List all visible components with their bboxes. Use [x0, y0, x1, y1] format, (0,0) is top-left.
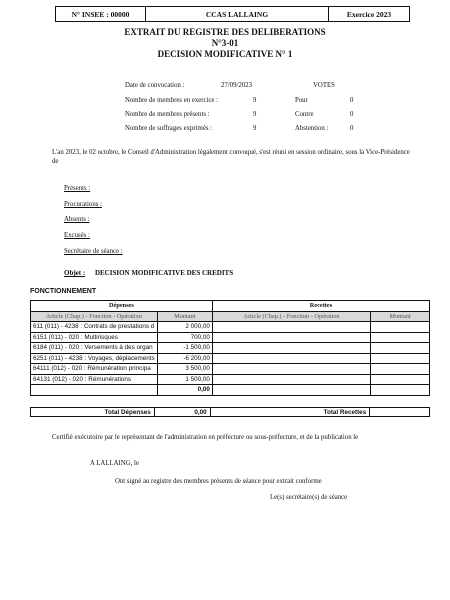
- organization-name: CCAS LALLAING: [146, 7, 329, 21]
- procurations-field: Procurations :: [64, 201, 102, 208]
- total-recettes-value: [370, 408, 430, 417]
- row-article: 64131 (012) - 020 : Rémunérations: [31, 374, 158, 385]
- intro-paragraph: L'an 2023, le 02 octobre, le Conseil d'Administration légalement convoqué, s'est réuni en session ordinaire, sous la Vice-Présidence de: [52, 149, 410, 165]
- vote-for-value: 0: [350, 97, 354, 104]
- vote-for-label: Pour: [295, 97, 308, 104]
- secretary-signature: Le(s) secrétaire(s) de séance: [270, 494, 348, 501]
- insee-number: N° INSEE : 00000: [56, 7, 146, 21]
- present-label: Nombre de membres présents :: [125, 111, 210, 118]
- section-title: FONCTIONNEMENT: [30, 288, 97, 295]
- row-article: 64111 (012) - 020 : Rémunération principa: [31, 364, 158, 375]
- row-amount: -1 500,00: [157, 343, 212, 354]
- row-amount: 1 500,00: [157, 374, 212, 385]
- exercise-year: Exercice 2023: [346, 9, 392, 19]
- rec-montant-col: Montant: [371, 311, 430, 322]
- table-row: [31, 374, 430, 385]
- table-row: [31, 332, 430, 343]
- header-box: [55, 6, 410, 22]
- row-article: 6151 (011) - 020 : Multirisques: [31, 332, 158, 343]
- total-recettes-label: Total Recettes: [210, 408, 370, 417]
- document-title: [0, 27, 450, 60]
- objet-value: DECISION MODIFICATIVE DES CREDITS: [94, 269, 234, 277]
- budget-table: [30, 300, 430, 396]
- row-article: 6251 (011) - 4238 : Voyages, déplacements: [31, 353, 158, 364]
- table-row: [31, 322, 430, 333]
- title-line-3: DECISION MODIFICATIVE N° 1: [157, 49, 293, 59]
- total-depenses-value: 0,00: [154, 408, 210, 417]
- rec-article-col: Article (Chap.) - Fonction - Opération: [212, 311, 370, 322]
- members-value: 9: [253, 97, 257, 104]
- secretaire-field: Secrétaire de séance :: [64, 248, 123, 255]
- presents-field: Présents :: [64, 185, 91, 192]
- recettes-header: Recettes: [212, 301, 429, 312]
- subtotal-value: 0,00: [157, 385, 212, 396]
- totals-table: [30, 407, 430, 417]
- place-date: A LALLAING, le: [90, 460, 139, 467]
- abstention-value: 0: [350, 125, 354, 132]
- date-label: Date de convocation :: [125, 82, 185, 89]
- present-value: 9: [253, 111, 257, 118]
- title-line-2: N°3-01: [211, 38, 239, 48]
- depenses-header: Dépenses: [31, 301, 213, 312]
- votes-cast-value: 9: [253, 125, 257, 132]
- row-amount: 3 500,00: [157, 364, 212, 375]
- absents-field: Absents :: [64, 216, 90, 223]
- objet-line: [64, 269, 233, 277]
- votes-cast-label: Nombre de suffrages exprimés :: [125, 125, 213, 132]
- table-row: [31, 343, 430, 354]
- vote-against-value: 0: [350, 111, 354, 118]
- subtotal-row: [31, 385, 430, 396]
- title-line-1: EXTRAIT DU REGISTRE DES DELIBERATIONS: [124, 27, 326, 37]
- dep-article-col: Article (Chap.) - Fonction - Opération: [31, 311, 158, 322]
- dep-montant-col: Montant: [157, 311, 212, 322]
- members-label: Nombre de membres en exercice :: [125, 97, 219, 104]
- row-amount: 2 000,00: [157, 322, 212, 333]
- table-row: [31, 364, 430, 375]
- excuses-field: Excusés :: [64, 232, 90, 239]
- row-amount: 700,00: [157, 332, 212, 343]
- total-depenses-label: Total Dépenses: [31, 408, 155, 417]
- certification-text: Certifié exécutoire par le représentant de l'administration en préfecture ou sous-préfecture, et de la publication le: [52, 434, 359, 441]
- vote-against-label: Contre: [295, 111, 314, 118]
- votes-label: VOTES: [313, 82, 335, 89]
- row-article: 6184 (011) - 020 : Versements à des organ: [31, 343, 158, 354]
- signature-text: Ont signé au registre des membres présents de séance pour extrait conforme: [115, 478, 322, 485]
- objet-label: Objet :: [64, 269, 86, 277]
- row-article: 611 (011) - 4238 : Contrats de prestations d: [31, 322, 158, 333]
- table-row: [31, 353, 430, 364]
- row-amount: -6 200,00: [157, 353, 212, 364]
- abstention-label: Abstention :: [295, 125, 329, 132]
- date-value: 27/09/2023: [221, 82, 252, 89]
